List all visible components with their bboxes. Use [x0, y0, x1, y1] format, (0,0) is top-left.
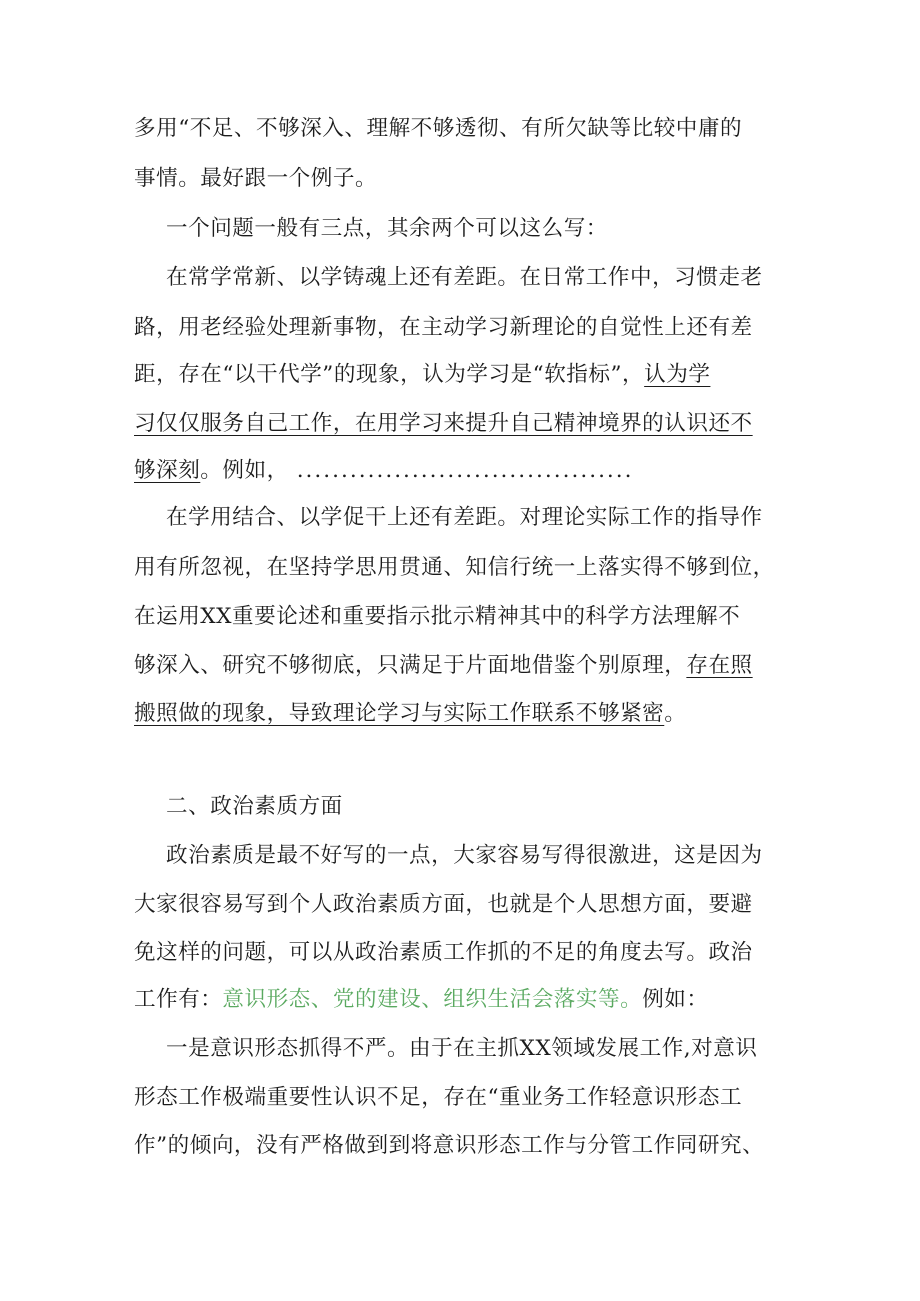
paragraph-line	[134, 404, 753, 444]
paragraph-line: 路，用老经验处理新事物，在主动学习新理论的自觉性上还有差	[134, 315, 753, 340]
ellipsis-dots: ......................................	[296, 458, 634, 483]
paragraph-line: 用有所忽视，在坚持学思用贯通、知信行统一上落实得不够到位，	[134, 555, 775, 580]
paragraph-line: 距，存在“以干代学”的现象，认为学习是“软指标”，认为学	[134, 362, 711, 387]
section-heading: 二、政治素质方面	[166, 794, 343, 819]
paragraph-line: 工作有：意识形态、党的建设、组织生活会落实等。例如：	[134, 987, 709, 1012]
underlined-text: 认为学	[644, 362, 711, 387]
underlined-text: 够深刻	[134, 458, 201, 483]
paragraph-line: 免这样的问题，可以从政治素质工作抓的不足的角度去写。政治	[134, 940, 753, 965]
paragraph-line: 在常学常新、以学铸魂上还有差距。在日常工作中，习惯走老	[166, 265, 763, 290]
paragraph-line: 够深刻。例如， ......................................	[134, 458, 634, 483]
underlined-text: 搬照做的现象，导致理论学习与实际工作联系不够紧密	[134, 701, 665, 726]
paragraph-line: 作”的倾向，没有严格做到到将意识形态工作与分管工作同研究、	[134, 1133, 765, 1158]
paragraph-line: 够深入、研究不够彻底，只满足于片面地借鉴个别原理，存在照	[134, 653, 753, 678]
paragraph-line: 在学用结合、以学促干上还有差距。对理论实际工作的指导作	[166, 505, 763, 530]
paragraph-line: 搬照做的现象，导致理论学习与实际工作联系不够紧密。	[134, 701, 687, 726]
paragraph-line: 多用“不足、不够深入、理解不够透彻、有所欠缺等比较中庸的	[134, 116, 743, 141]
paragraph-line: 一个问题一般有三点，其余两个可以这么写：	[166, 216, 608, 241]
underlined-text: 存在照	[686, 653, 753, 678]
underlined-text: 习仅仅服务自己工作，在用学习来提升自己精神境界的认识还不	[134, 411, 753, 436]
paragraph-line: 政治素质是最不好写的一点，大家容易写得很激进，这是因为	[166, 843, 763, 868]
paragraph-line: 形态工作极端重要性认识不足，存在“重业务工作轻意识形态工	[134, 1085, 743, 1110]
paragraph-line: 在运用XX重要论述和重要指示批示精神其中的科学方法理解不	[134, 604, 741, 629]
paragraph-line: 事情。最好跟一个例子。	[134, 166, 378, 191]
paragraph-line: 一是意识形态抓得不严。由于在主抓XX领域发展工作,对意识	[166, 1036, 758, 1061]
green-highlight-text: 意识形态、党的建设、组织生活会落实等。	[222, 987, 643, 1012]
paragraph-line: 大家很容易写到个人政治素质方面，也就是个人思想方面，要避	[134, 892, 753, 917]
